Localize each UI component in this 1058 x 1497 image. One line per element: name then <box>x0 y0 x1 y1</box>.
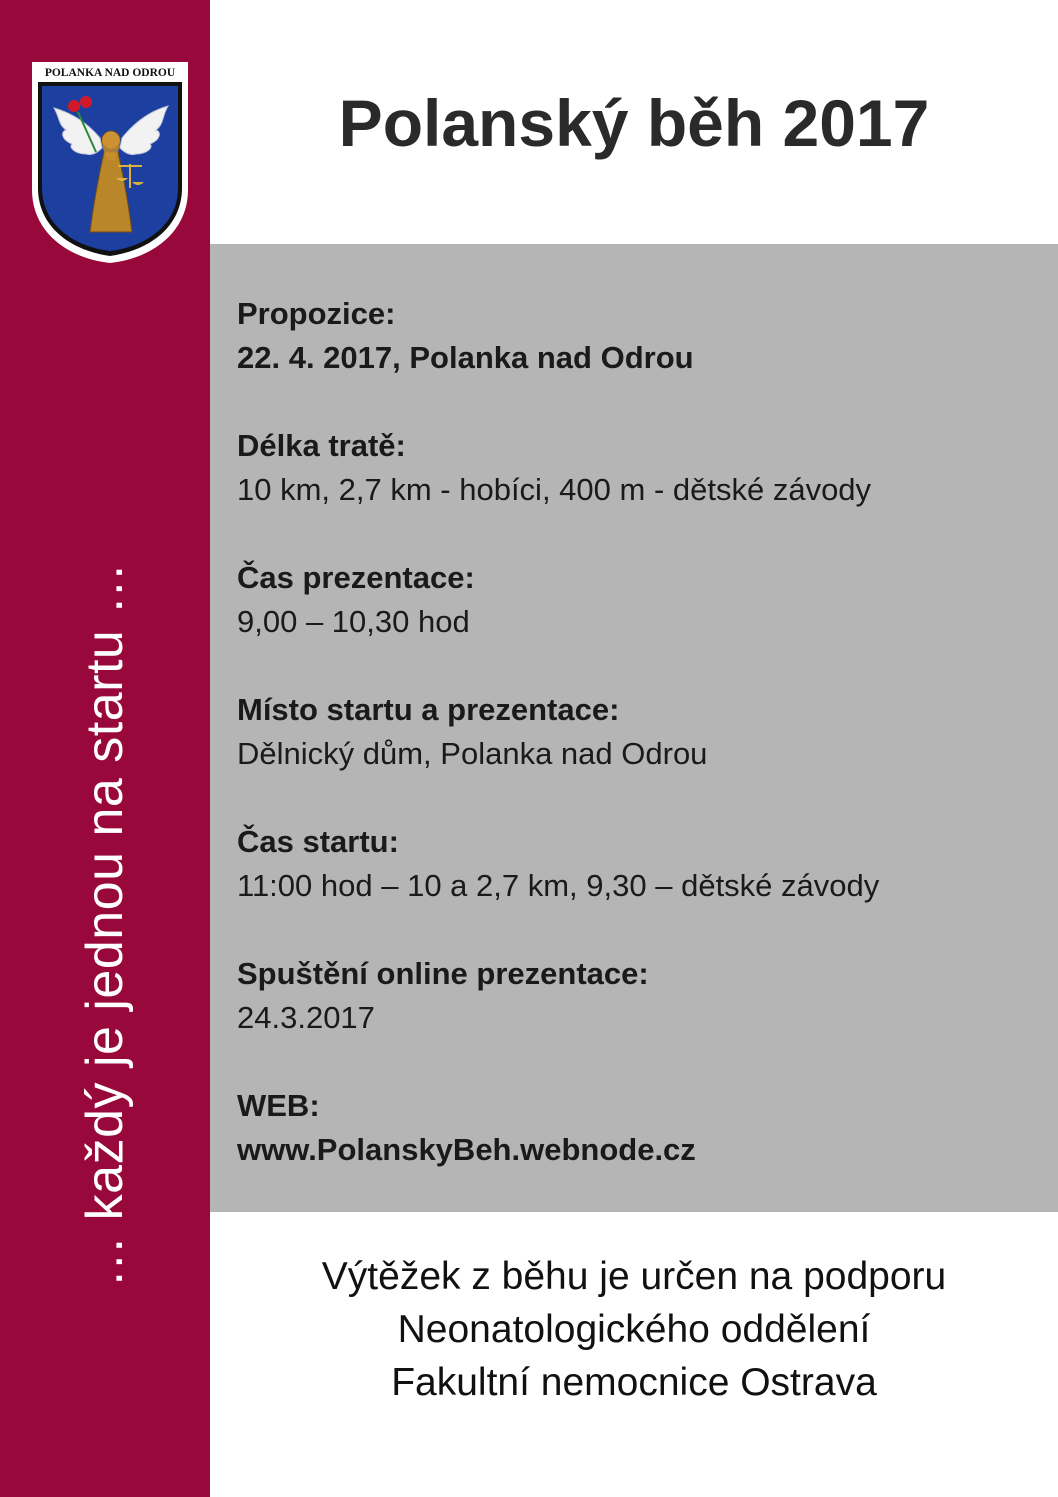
info-value: 10 km, 2,7 km - hobíci, 400 m - dětské závody <box>237 472 872 507</box>
info-label: Místo startu a prezentace: <box>237 692 620 727</box>
info-value: Dělnický dům, Polanka nad Odrou <box>237 736 708 771</box>
sidebar <box>0 0 210 1497</box>
info-label: Propozice: <box>237 296 396 331</box>
crest-banner-text: POLANKA NAD ODROU <box>44 67 176 79</box>
info-list <box>237 292 1037 1216</box>
info-item-cas-startu <box>237 820 1037 908</box>
info-item-misto-startu <box>237 688 1037 776</box>
footer-note <box>210 1250 1058 1409</box>
footer-line: Výtěžek z běhu je určen na podporu <box>321 1255 947 1298</box>
info-label: Délka tratě: <box>237 428 406 463</box>
info-label: Čas prezentace: <box>237 560 475 595</box>
info-value: 11:00 hod – 10 a 2,7 km, 9,30 – dětské závody <box>237 868 880 903</box>
info-label: Spuštění online prezentace: <box>237 956 649 991</box>
info-item-online-prezentace <box>237 952 1037 1040</box>
info-value: 22. 4. 2017, Polanka nad Odrou <box>237 340 694 375</box>
footer-line: Neonatologického oddělení <box>397 1308 871 1351</box>
info-value: 9,00 – 10,30 hod <box>237 604 470 639</box>
info-box <box>210 244 1058 1212</box>
info-item-propozice <box>237 292 1037 380</box>
sidebar-slogan: … každý je jednou na startu … <box>76 562 134 1288</box>
info-value: 24.3.2017 <box>237 1000 375 1035</box>
footer-line: Fakultní nemocnice Ostrava <box>391 1361 877 1404</box>
info-label: WEB: <box>237 1088 320 1123</box>
info-item-delka-trate <box>237 424 1037 512</box>
info-item-web <box>237 1084 1037 1172</box>
page-title: Polanský běh 2017 <box>338 86 930 160</box>
web-link[interactable]: www.PolanskyBeh.webnode.cz <box>237 1132 696 1167</box>
info-label: Čas startu: <box>237 824 399 859</box>
info-item-cas-prezentace <box>237 556 1037 644</box>
coat-of-arms-icon <box>30 60 190 265</box>
